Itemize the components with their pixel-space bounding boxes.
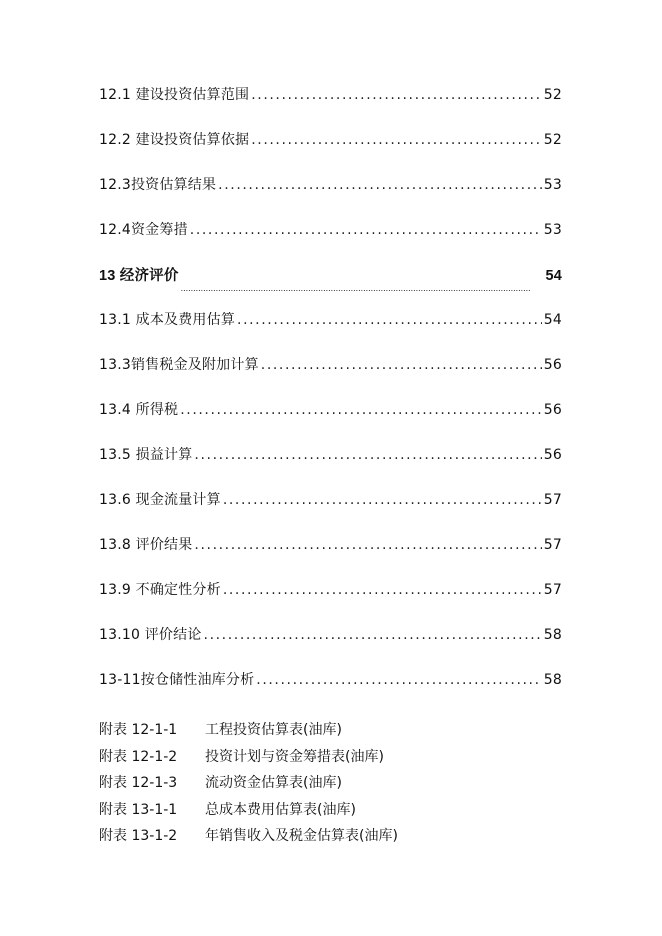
- appendix-item[interactable]: [99, 769, 398, 796]
- toc-chapter-13[interactable]: [99, 264, 562, 309]
- appendix-code: 附表 12-1-3: [99, 775, 178, 792]
- toc-entry-page: 57: [543, 537, 562, 553]
- toc-entry-12-3[interactable]: [99, 174, 562, 219]
- toc-entry-page: 58: [543, 627, 562, 643]
- appendix-code: 附表 12-1-2: [99, 748, 178, 765]
- toc-leader-dots: [204, 627, 542, 643]
- toc-entry-page: 56: [543, 402, 562, 418]
- appendix-title: 总成本费用估算表(油库): [205, 801, 356, 818]
- appendix-item[interactable]: [99, 716, 398, 743]
- table-of-contents: [99, 84, 562, 714]
- toc-entry-page: 52: [543, 132, 562, 148]
- toc-leader-dots: [237, 312, 542, 328]
- toc-entry-13-11[interactable]: [99, 669, 562, 714]
- toc-entry-page: 54: [543, 312, 562, 328]
- toc-entry-label: 12.3投资估算结果: [99, 177, 217, 193]
- toc-leader-dots: [256, 672, 542, 688]
- toc-entry-13-3[interactable]: [99, 354, 562, 399]
- toc-entry-label: 12.2 建设投资估算依据: [99, 132, 250, 148]
- toc-leader-dots: [194, 537, 541, 553]
- toc-entry-label: 13.6 现金流量计算: [99, 492, 221, 508]
- toc-leader-dots: [251, 87, 542, 103]
- toc-entry-label: 12.4资金筹措: [99, 222, 188, 238]
- toc-entry-page: 58: [543, 672, 562, 688]
- toc-entry-label: 13.10 评价结论: [99, 627, 202, 643]
- toc-leader-dots: [181, 283, 532, 309]
- toc-leader-dots: [251, 132, 542, 148]
- toc-entry-page: 56: [543, 447, 562, 463]
- toc-entry-13-4[interactable]: [99, 399, 562, 444]
- appendix-item[interactable]: [99, 796, 398, 823]
- toc-leader-dots: [180, 402, 542, 418]
- toc-chapter-page: 54: [545, 268, 562, 284]
- toc-chapter-label: 13 经济评价: [99, 268, 179, 284]
- appendix-code: 附表 13-1-1: [99, 801, 178, 818]
- appendix-title: 投资计划与资金筹措表(油库): [205, 748, 384, 765]
- toc-entry-13-1[interactable]: [99, 309, 562, 354]
- toc-entry-page: 56: [543, 357, 562, 373]
- toc-leader-dots: [190, 222, 542, 238]
- toc-entry-label: 13.3销售税金及附加计算: [99, 357, 259, 373]
- toc-entry-12-4[interactable]: [99, 219, 562, 264]
- toc-entry-label: 13.5 损益计算: [99, 447, 193, 463]
- toc-entry-label: 13.9 不确定性分析: [99, 582, 221, 598]
- appendix-code: 附表 13-1-2: [99, 828, 178, 845]
- toc-entry-page: 57: [543, 492, 562, 508]
- toc-entry-12-2[interactable]: [99, 129, 562, 174]
- appendix-item[interactable]: [99, 743, 398, 770]
- appendix-item[interactable]: [99, 822, 398, 849]
- appendix-code: 附表 12-1-1: [99, 722, 178, 739]
- toc-entry-13-8[interactable]: [99, 534, 562, 579]
- toc-leader-dots: [223, 582, 542, 598]
- appendix-title: 流动资金估算表(油库): [205, 775, 342, 792]
- toc-leader-dots: [218, 177, 542, 193]
- toc-entry-page: 52: [543, 87, 562, 103]
- appendix-title: 年销售收入及税金估算表(油库): [205, 828, 398, 845]
- toc-entry-label: 13-11按仓储性油库分析: [99, 672, 255, 688]
- toc-leader-dots: [261, 357, 542, 373]
- toc-leader-dots: [223, 492, 542, 508]
- toc-entry-13-9[interactable]: [99, 579, 562, 624]
- toc-entry-13-5[interactable]: [99, 444, 562, 489]
- toc-entry-page: 53: [543, 177, 562, 193]
- toc-entry-page: 53: [543, 222, 562, 238]
- toc-entry-label: 13.4 所得税: [99, 402, 179, 418]
- toc-entry-13-6[interactable]: [99, 489, 562, 534]
- toc-entry-label: 13.8 评价结果: [99, 537, 193, 553]
- toc-entry-label: 13.1 成本及费用估算: [99, 312, 236, 328]
- toc-entry-13-10[interactable]: [99, 624, 562, 669]
- appendix-list: [99, 716, 398, 849]
- toc-entry-label: 12.1 建设投资估算范围: [99, 87, 250, 103]
- toc-entry-12-1[interactable]: [99, 84, 562, 129]
- toc-entry-page: 57: [543, 582, 562, 598]
- appendix-title: 工程投资估算表(油库): [205, 722, 342, 739]
- toc-leader-dots: [194, 447, 541, 463]
